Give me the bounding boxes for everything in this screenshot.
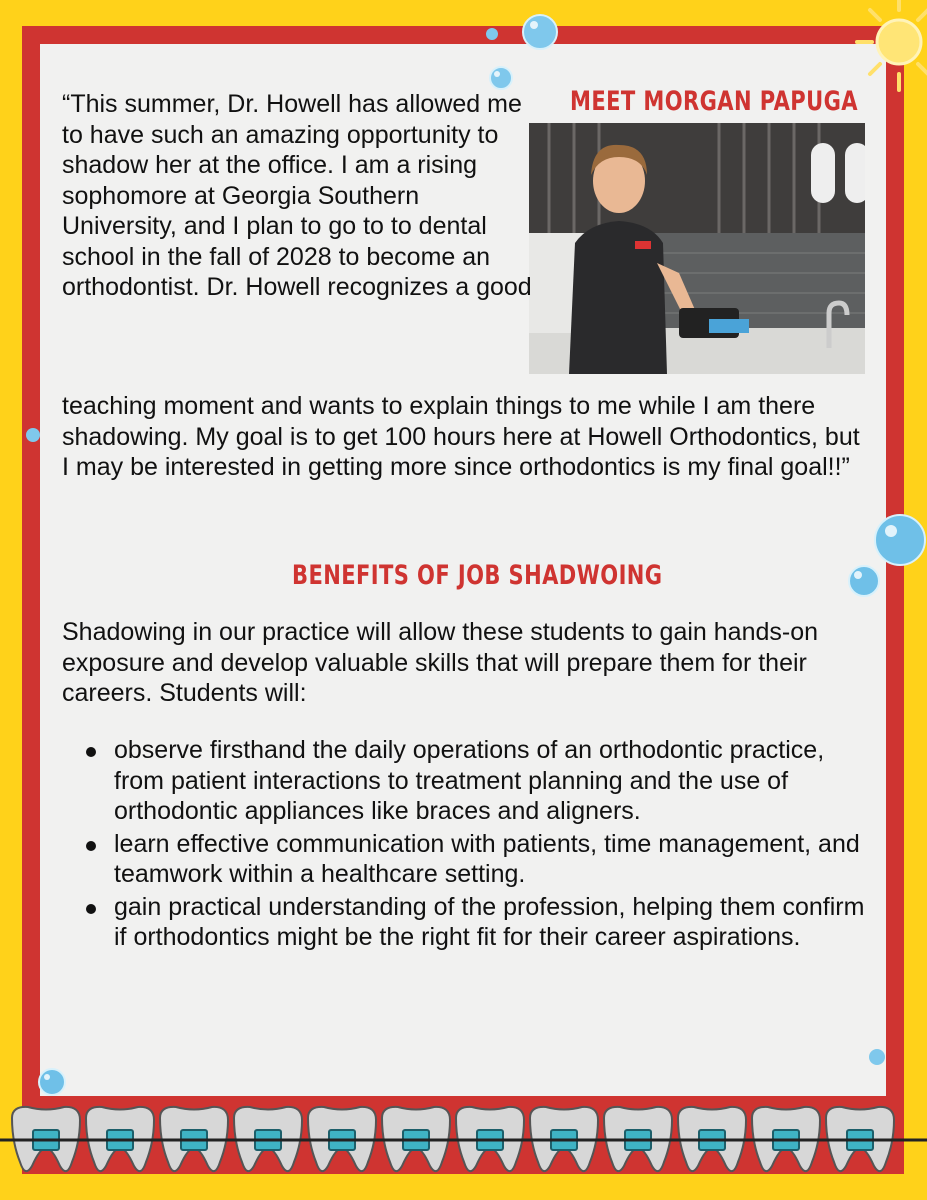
benefits-intro: Shadowing in our practice will allow these students to gain hands-on exposure and develop valuable skills that will prepare them for their careers. Students will: (62, 618, 819, 707)
meet-heading: MEET MORGAN PAPUGA (570, 86, 858, 117)
water-bubble-icon (872, 512, 927, 568)
water-bubble-icon (846, 563, 882, 599)
testimonial-quote-part-1: “This summer, Dr. Howell has allowed me to have such an amazing opportunity to shadow her at the office. I am a rising sophomore at Georgia Southern University, and I plan to go to to dental school in the fall of 2028 to become an orthodontist. Dr. Howell recognizes a good (62, 90, 532, 301)
benefit-text: observe firsthand the daily operations of an orthodontic practice, from patient interactions to treatment planning and the use of orthodontic appliances like braces and aligners. (114, 736, 825, 825)
benefits-heading: BENEFITS OF JOB SHADWOING (292, 560, 663, 591)
water-bubble-icon (866, 1046, 888, 1068)
water-bubble-icon (487, 64, 515, 92)
bullet-icon (86, 747, 96, 757)
benefit-text: learn effective communication with patients, time management, and teamwork within a healthcare setting. (114, 829, 860, 888)
student-photo (529, 123, 865, 374)
braces-teeth-border (0, 1104, 927, 1184)
water-bubble-icon (24, 426, 42, 444)
bullet-icon (86, 904, 96, 914)
list-item (62, 892, 872, 953)
list-item (62, 735, 872, 827)
water-bubble-icon (520, 12, 560, 52)
testimonial-quote-part-2: teaching moment and wants to explain things to me while I am there shadowing. My goal is to get 100 hours here at Howell Orthodontics, but I may be interested in getting more since orthodontics is my final goal!!” (62, 392, 860, 481)
water-bubble-icon (36, 1066, 68, 1098)
list-item (62, 829, 872, 890)
water-bubble-icon (484, 26, 500, 42)
benefit-text: gain practical understanding of the profession, helping them confirm if orthodontics might be the right fit for their career aspirations. (114, 892, 865, 951)
bullet-icon (86, 841, 96, 851)
sun-icon (852, 0, 927, 100)
benefits-list (62, 735, 872, 955)
